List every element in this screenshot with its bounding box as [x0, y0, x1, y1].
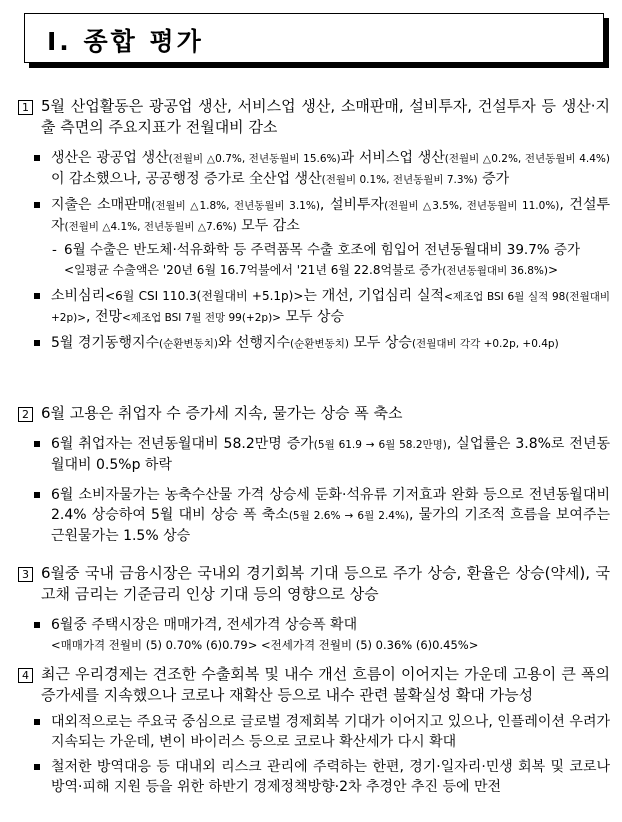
square-bullet-icon: [34, 340, 40, 346]
section-heading: [12, 563, 610, 605]
bullet-item: [12, 485, 610, 546]
bullet-note: <매매가격 전월비 (5) 0.70% (6)0.79> <전세가격 전월비 (5) 0.36% (6)0.45%>: [51, 638, 479, 652]
section-number: 2: [18, 407, 33, 422]
bullet-note: (전월비 △0.2%, 전년동월비 4.4%): [444, 153, 610, 165]
bullet-text: 대외적으로는 주요국 중심으로 글로벌 경제회복 기대가 이어지고 있으나, 인플레이션 우려가 지속되는 가운데, 변이 바이러스 등으로 코로나 확산세가 다시 확대: [51, 714, 610, 750]
section-1: [12, 96, 610, 354]
section-number: 1: [18, 100, 33, 115]
bullet-note: (순환변동치): [290, 338, 349, 350]
section-number: 4: [18, 668, 33, 683]
section-4: [12, 664, 610, 797]
bullet-item: [12, 712, 610, 752]
bullet-item: [12, 434, 610, 475]
section-number: 3: [18, 567, 33, 582]
bullet-item: [12, 148, 610, 190]
section-text: 6월 고용은 취업자 수 증가세 지속, 물가는 상승 폭 축소: [41, 404, 403, 422]
bullet-note: (순환변동치): [159, 338, 218, 350]
bullet-note: (5월 61.9 → 6월 58.2만명): [313, 439, 447, 451]
bullet-text: 이 감소했으나, 공공행정 증가로 全산업 생산: [51, 171, 322, 187]
bullet-text: 모두 감소: [236, 218, 300, 234]
sub-note: <일평균 수출액은 '20년 6월 16.7억불에서 '21년 6월 22.8억불로 증가: [64, 263, 443, 277]
bullet-text: 철저한 방역대응 등 대내외 리스크 관리에 주력하는 한편, 경기·일자리·민생 회복 및 코로나 방역·피해 지원 등을 위한 하반기 경제정책방향·2차 추경안 추진 등에 만전: [51, 759, 610, 795]
square-bullet-icon: [34, 492, 40, 498]
bullet-text: , 물가의 기조적 흐름을 보여주는 근원물가는 1.5% 상승: [51, 507, 611, 544]
section-text: 최근 우리경제는 견조한 수출회복 및 내수 개선 흐름이 이어지는 가운데 고용이 큰 폭의 증가세를 지속했으나 코로나 재확산 등으로 내수 관련 불확실성 확대 가능성: [41, 665, 610, 704]
bullet-text: 6월 취업자는 전년동월대비 58.2만명 증가: [51, 436, 314, 452]
section-text: 6월중 국내 금융시장은 국내외 경기회복 기대 등으로 주가 상승, 환율은 상승(약세), 국고채 금리는 기준금리 인상 기대 등의 영향으로 상승: [41, 564, 610, 603]
bullet-text: 모두 상승: [280, 309, 344, 325]
bullet-text: 생산은 광공업 생산: [51, 150, 169, 166]
bullet-text: 과 서비스업 생산: [340, 150, 445, 166]
page-title: Ⅰ. 종합 평가: [47, 27, 204, 56]
bullet-item: [12, 615, 610, 655]
bullet-note: (전월비 △0.7%, 전년동월비 15.6%): [168, 153, 341, 165]
section-heading: [12, 403, 610, 424]
bullet-item: [12, 195, 610, 237]
bullet-text: 5월 경기동행지수: [51, 335, 160, 351]
square-bullet-icon: [34, 719, 40, 725]
bullet-note: (5월 2.6% → 6월 2.4%): [288, 510, 410, 522]
square-bullet-icon: [34, 441, 40, 447]
bullet-note: (전월비 △3.5%, 전년동월비 11.0%): [384, 200, 560, 212]
section-heading: [12, 96, 610, 138]
bullet-note: <제조업 BSI 6월 실적 98(전월대비 +2p)>: [51, 291, 611, 324]
section-2: [12, 403, 610, 546]
bullet-note: <제조업 BSI 7월 전망 99(+2p)>: [122, 312, 281, 324]
section-heading: [12, 664, 610, 706]
square-bullet-icon: [34, 155, 40, 161]
bullet-note: <6월 CSI 110.3(전월대비 +5.1p)>: [105, 289, 304, 303]
bullet-item: [12, 757, 610, 797]
bullet-text: 6월 소비자물가는 농축수산물 가격 상승세 둔화·석유류 기저효과 완화 등으로 전년동월대비 2.4% 상승하여 5월 대비 상승 폭 축소: [51, 487, 610, 523]
bullet-text: , 전망: [86, 309, 122, 325]
bullet-text: , 설비투자: [319, 197, 385, 213]
bullet-item: [12, 333, 610, 354]
bullet-text: 모두 상승: [348, 335, 412, 351]
section-text: 5월 산업활동은 광공업 생산, 서비스업 생산, 소매판매, 설비투자, 건설투자 등 생산·지출 측면의 주요지표가 전월대비 감소: [41, 97, 610, 136]
title-box: [24, 13, 604, 63]
bullet-note: (전월비 △1.8%, 전년동월비 3.1%): [151, 200, 320, 212]
sub-item: [12, 240, 610, 281]
bullet-note: (전월비 △4.1%, 전년동월비 △7.6%): [64, 221, 237, 233]
square-bullet-icon: [34, 202, 40, 208]
bullet-note: (전월비 0.1%, 전년동월비 7.3%): [321, 174, 478, 186]
bullet-text: 소비심리: [51, 288, 106, 304]
dash-marker: -: [52, 242, 57, 258]
bullet-text: 는 개선, 기업심리 실적: [303, 288, 445, 304]
bullet-text: 와 선행지수: [217, 335, 291, 351]
bullet-item: [12, 286, 610, 328]
square-bullet-icon: [34, 764, 40, 770]
section-3: [12, 563, 610, 655]
bullet-text: 지출은 소매판매: [51, 197, 152, 213]
bullet-text: 6월중 주택시장은 매매가격, 전세가격 상승폭 확대: [51, 617, 358, 633]
bullet-text: 증가: [477, 171, 510, 187]
square-bullet-icon: [34, 293, 40, 299]
sub-text: 6월 수출은 반도체·석유화학 등 주력품목 수출 호조에 힘입어 전년동월대비 39.7% 증가: [64, 242, 580, 258]
bullet-text: , 건설투자: [51, 197, 610, 234]
square-bullet-icon: [34, 622, 40, 628]
bullet-note: (전월대비 각각 +0.2p, +0.4p): [411, 338, 559, 350]
sub-note: >: [548, 263, 559, 277]
bullet-text: , 실업률은 3.8%로 전년동월대비 0.5%p 하락: [51, 436, 610, 473]
sub-note: (전년동월대비 36.8%): [442, 265, 549, 277]
